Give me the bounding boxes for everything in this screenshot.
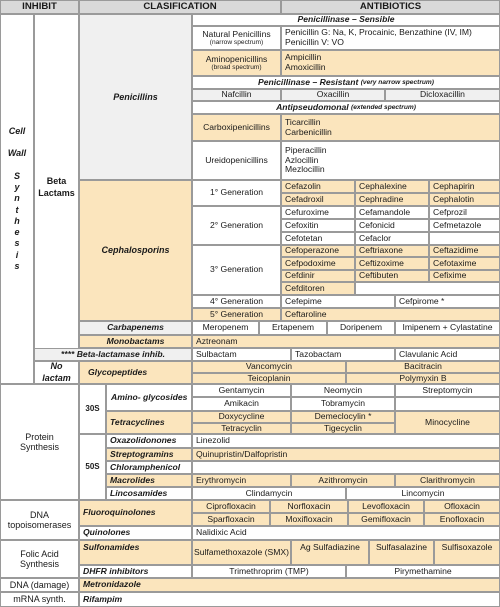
streptogramins-label: Streptogramins bbox=[106, 448, 192, 461]
tetracyclines-label: Tetracyclines bbox=[106, 411, 192, 434]
ureidopenicillins-drugs: Piperacillin Azlocillin Mezlocillin bbox=[281, 141, 500, 180]
drug-meropenem: Meropenem bbox=[192, 321, 259, 335]
protein-synthesis-label: Protein Synthesis bbox=[0, 384, 79, 500]
cell-wall-synthesis-label: Cell Wall S y n t h e s i s bbox=[0, 14, 34, 384]
drug-cefotetan: Cefotetan bbox=[281, 232, 355, 245]
drug-cefoperazone: Cefoperazone bbox=[281, 245, 355, 257]
drug-trimethroprim: Trimethroprim (TMP) bbox=[192, 565, 346, 578]
drug-cefonicid: Cefonicid bbox=[355, 219, 429, 232]
drug-sulfasalazine: Sulfasalazine bbox=[369, 540, 434, 565]
drug-bacitracin: Bacitracin bbox=[346, 361, 500, 373]
oxazolidonones-label: Oxazolidonones bbox=[106, 434, 192, 448]
drug-lincomycin: Lincomycin bbox=[346, 487, 500, 500]
empty-cell bbox=[429, 232, 500, 245]
drug-levofloxacin: Levofloxacin bbox=[348, 500, 424, 513]
drug-ceftizoxime: Ceftizoxime bbox=[355, 257, 429, 270]
drug-cefadroxil: Cefadroxil bbox=[281, 193, 355, 206]
drug-vancomycin: Vancomycin bbox=[192, 361, 346, 373]
empty-cell bbox=[355, 282, 500, 295]
header-inhibit: INHIBIT bbox=[0, 0, 79, 14]
drug-imipenem: Imipenem + Cylastatine bbox=[395, 321, 500, 335]
drug-linezolid: Linezolid bbox=[192, 434, 500, 448]
drug-cefazolin: Cefazolin bbox=[281, 180, 355, 193]
fluoroquinolones-label: Fluoroquinolones bbox=[79, 500, 192, 526]
ribosome-30s-label: 30S bbox=[79, 384, 106, 434]
aminoglycosides-label: Amino- glycosides bbox=[106, 384, 192, 411]
cephalosporins-label: Cephalosporins bbox=[79, 180, 192, 321]
dna-damage-label: DNA (damage) bbox=[0, 578, 79, 592]
drug-sulbactam: Sulbactam bbox=[192, 348, 291, 361]
natural-penicillins: Natural Penicillins (narrow spectrum) bbox=[192, 26, 281, 50]
drug-ofloxacin: Ofloxacin bbox=[424, 500, 500, 513]
drug-dicloxacillin: Dicloxacillin bbox=[385, 89, 500, 101]
drug-tetracyclin: Tetracyclin bbox=[192, 423, 291, 434]
gen3-label: 3° Generation bbox=[192, 245, 281, 295]
drug-nafcillin: Nafcillin bbox=[192, 89, 281, 101]
betalactamase-stars: **** bbox=[60, 348, 75, 359]
drug-tobramycin: Tobramycin bbox=[291, 397, 395, 411]
drug-cephalexine: Cephalexine bbox=[355, 180, 429, 193]
drug-gemifloxacin: Gemifloxacin bbox=[348, 513, 424, 526]
natural-penicillins-drugs: Penicillin G: Na, K, Procainic, Benzathine (IV, IM) Penicillin V: VO bbox=[281, 26, 500, 50]
beta-lactams-label: Beta Lactams bbox=[34, 14, 79, 361]
drug-cefdinir: Cefdinir bbox=[281, 270, 355, 282]
macrolides-label: Macrolides bbox=[106, 474, 192, 487]
dhfr-inhibitors-label: DHFR inhibitors bbox=[79, 565, 192, 578]
drug-erythromycin: Erythromycin bbox=[192, 474, 291, 487]
drug-cefpirome: Cefpirome * bbox=[395, 295, 500, 308]
drug-cefoxitin: Cefoxitin bbox=[281, 219, 355, 232]
drug-cefuroxime: Cefuroxime bbox=[281, 206, 355, 219]
aminopenicillins: Aminopenicillins (broad spectrum) bbox=[192, 50, 281, 76]
drug-cephradine: Cephradine bbox=[355, 193, 429, 206]
drug-cefepime: Cefepime bbox=[281, 295, 395, 308]
aminopenicillins-drugs: Ampicillin Amoxicillin bbox=[281, 50, 500, 76]
folic-acid-synthesis-label: Folic Acid Synthesis bbox=[0, 540, 79, 578]
drug-minocycline: Minocycline bbox=[395, 411, 500, 434]
drug-pirymethamine: Pirymethamine bbox=[346, 565, 500, 578]
drug-demeclocylin: Demeclocylin * bbox=[291, 411, 395, 423]
drug-gentamycin: Gentamycin bbox=[192, 384, 291, 397]
drug-cefotaxime: Cefotaxime bbox=[429, 257, 500, 270]
dna-topoisomerases-label: DNA topoisomerases bbox=[0, 500, 79, 540]
monobactams-label: Monobactams bbox=[79, 335, 192, 348]
drug-polymyxin-b: Polymyxin B bbox=[346, 373, 500, 384]
ureidopenicillins: Ureidopenicillins bbox=[192, 141, 281, 180]
gen2-label: 2° Generation bbox=[192, 206, 281, 245]
drug-rifampim: Rifampim bbox=[79, 592, 500, 607]
sulfonamides-label: Sulfonamides bbox=[79, 540, 192, 565]
drug-metronidazole: Metronidazole bbox=[79, 578, 500, 592]
drug-neomycin: Neomycin bbox=[291, 384, 395, 397]
drug-doripenem: Doripenem bbox=[327, 321, 395, 335]
drug-clavulanic-acid: Clavulanic Acid bbox=[395, 348, 500, 361]
drug-sparfloxacin: Sparfloxacin bbox=[192, 513, 270, 526]
gen1-label: 1° Generation bbox=[192, 180, 281, 206]
glycopeptides-label: Glycopeptides bbox=[79, 361, 192, 384]
drug-norfloxacin: Norfloxacin bbox=[270, 500, 348, 513]
chloramphenicol-label: Chloramphenicol bbox=[106, 461, 192, 474]
drug-clindamycin: Clindamycin bbox=[192, 487, 346, 500]
drug-moxifloxacin: Moxifloxacin bbox=[270, 513, 348, 526]
quinolones-label: Quinolones bbox=[79, 526, 192, 540]
drug-cefixime: Cefixime bbox=[429, 270, 500, 282]
drug-oxacillin: Oxacillin bbox=[281, 89, 385, 101]
drug-ceftibuten: Ceftibuten bbox=[355, 270, 429, 282]
drug-sulfamethoxazole: Sulfamethoxazole (SMX) bbox=[192, 540, 291, 565]
drug-cefprozil: Cefprozil bbox=[429, 206, 500, 219]
drug-quinupristin-dalfopristin: Quinupristin/Dalfopristin bbox=[192, 448, 500, 461]
empty-cell bbox=[395, 397, 500, 411]
drug-ertapenem: Ertapenem bbox=[259, 321, 327, 335]
drug-ceftazidime: Ceftazidime bbox=[429, 245, 500, 257]
drug-cefmetazole: Cefmetazole bbox=[429, 219, 500, 232]
carboxipenicillins-drugs: Ticarcillin Carbenicillin bbox=[281, 114, 500, 141]
drug-tigecyclin: Tigecyclin bbox=[291, 423, 395, 434]
drug-cefamandole: Cefamandole bbox=[355, 206, 429, 219]
drug-tazobactam: Tazobactam bbox=[291, 348, 395, 361]
carbapenems-label: Carbapenems bbox=[79, 321, 192, 335]
lincosamides-label: Lincosamides bbox=[106, 487, 192, 500]
betalactamase-label: **** Beta-lactamase inhib. bbox=[34, 348, 192, 361]
drug-ceftaroline: Ceftaroline bbox=[281, 308, 500, 321]
drug-ceftriaxone: Ceftriaxone bbox=[355, 245, 429, 257]
gen4-label: 4° Generation bbox=[192, 295, 281, 308]
drug-streptomycin: Streptomycin bbox=[395, 384, 500, 397]
drug-ag-sulfadiazine: Ag Sulfadiazine bbox=[291, 540, 369, 565]
no-lactam-label: No lactam bbox=[34, 361, 79, 384]
drug-sulfisoxazole: Sulfisoxazole bbox=[434, 540, 500, 565]
penicillinase-resistant-title: Penicillinase – Resistant (very narrow spectrum) bbox=[192, 76, 500, 89]
header-antibiotics: ANTIBIOTICS bbox=[281, 0, 500, 14]
drug-cephapirin: Cephapirin bbox=[429, 180, 500, 193]
drug-cephalotin: Cephalotin bbox=[429, 193, 500, 206]
antipseudomonal-title: Antipseudomonal (extended spectrum) bbox=[192, 101, 500, 114]
drug-doxycycline: Doxycycline bbox=[192, 411, 291, 423]
mrna-synth-label: mRNA synth. bbox=[0, 592, 79, 607]
drug-nalidixic-acid: Nalidixic Acid bbox=[192, 526, 500, 540]
gen5-label: 5° Generation bbox=[192, 308, 281, 321]
drug-teicoplanin: Teicoplanin bbox=[192, 373, 346, 384]
carboxipenicillins: Carboxipenicillins bbox=[192, 114, 281, 141]
header-clasification: CLASIFICATION bbox=[79, 0, 281, 14]
drug-enofloxacin: Enofloxacin bbox=[424, 513, 500, 526]
drug-cefaclor: Cefaclor bbox=[355, 232, 429, 245]
drug-amikacin: Amikacin bbox=[192, 397, 291, 411]
drug-clarithromycin: Clarithromycin bbox=[395, 474, 500, 487]
drug-ciprofloxacin: Ciprofloxacin bbox=[192, 500, 270, 513]
drug-aztreonam: Aztreonam bbox=[192, 335, 500, 348]
drug-cefditoren: Cefditoren bbox=[281, 282, 355, 295]
drug-cefpodoxime: Cefpodoxime bbox=[281, 257, 355, 270]
penicillinase-sensible-title: Penicillinase – Sensible bbox=[192, 14, 500, 26]
empty-cell bbox=[192, 461, 500, 474]
ribosome-50s-label: 50S bbox=[79, 434, 106, 500]
penicillins-label: Penicillins bbox=[79, 14, 192, 180]
drug-azithromycin: Azithromycin bbox=[291, 474, 395, 487]
